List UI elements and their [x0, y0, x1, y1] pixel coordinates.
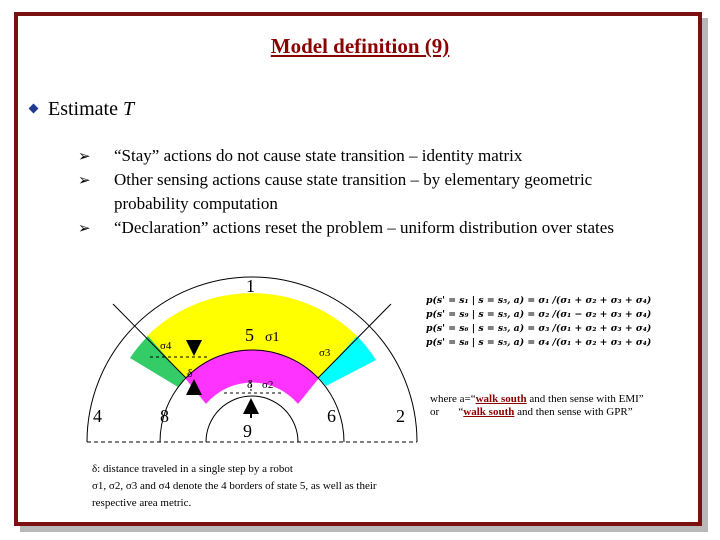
formula-line: p(s' = s₉ | s = s₅, a) = σ₂ /(σ₁ − σ₂ + σ₃ + σ₄) — [426, 309, 652, 320]
diagram-label-sigma3: σ3 — [319, 347, 331, 359]
diagram-label-6: 6 — [327, 406, 336, 426]
arrow-bullet-icon: ➢ — [78, 171, 91, 189]
arrow-bullet-icon: ➢ — [78, 147, 91, 165]
formula-line: p(s' = s₁ | s = s₅, a) = σ₁ /(σ₁ + σ₂ + σ₃ + σ₄) — [426, 295, 652, 306]
where-note-line1 — [430, 393, 644, 406]
diagram-label-delta-left: δ — [187, 366, 193, 380]
where-note-highlight: walk south — [463, 406, 515, 418]
where-note-highlight: walk south — [475, 393, 527, 405]
footnote-delta: δ: distance traveled in a single step by a robot — [92, 463, 293, 475]
diagram-label-5: 5 — [245, 325, 254, 345]
diagram-label-sigma4: σ4 — [160, 340, 172, 352]
diagram-label-8: 8 — [160, 406, 169, 426]
formula-line: p(s' = s₈ | s = s₅, a) = σ₄ /(σ₁ + σ₂ + σ₃ + σ₄) — [426, 337, 652, 348]
formula-line: p(s' = s₆ | s = s₅, a) = σ₃ /(σ₁ + σ₂ + σ₃ + σ₄) — [426, 323, 652, 334]
where-note-line2 — [430, 406, 644, 419]
transition-formulas — [426, 294, 682, 378]
list-item-text: “Declaration” actions reset the problem – uniform distribution over states — [114, 218, 614, 237]
diagram-label-delta-bottom: δ — [247, 377, 253, 391]
footnote-sigma: σ1, σ2, σ3 and σ4 denote the 4 borders of state 5, as well as their respective area metric. — [92, 480, 377, 509]
diagram-label-sigma2: σ2 — [262, 379, 274, 391]
slide-title: Model definition (9) — [270, 34, 450, 58]
where-note-prefix: or “ — [430, 406, 464, 418]
main-bullet-var: T — [122, 98, 135, 120]
where-note-prefix: where a=“ — [430, 393, 476, 405]
diagram-label-2: 2 — [396, 406, 405, 426]
arrow-bullet-icon: ➢ — [78, 219, 91, 237]
diagram-label-9: 9 — [243, 421, 252, 441]
diagram-label-4: 4 — [93, 406, 102, 426]
diagram-label-sigma1: σ1 — [265, 330, 280, 345]
list-item-text: Other sensing actions cause state transition – by elementary geometric probability computation — [114, 170, 593, 213]
diagram-label-1: 1 — [246, 276, 255, 296]
footnotes — [92, 461, 422, 512]
where-note-suffix: and then sense with GPR” — [514, 406, 633, 418]
list-item-text: “Stay” actions do not cause state transition – identity matrix — [114, 146, 523, 165]
where-note — [430, 393, 644, 419]
main-bullet-text: Estimate — [48, 98, 118, 120]
where-note-suffix: and then sense with EMI” — [526, 393, 644, 405]
